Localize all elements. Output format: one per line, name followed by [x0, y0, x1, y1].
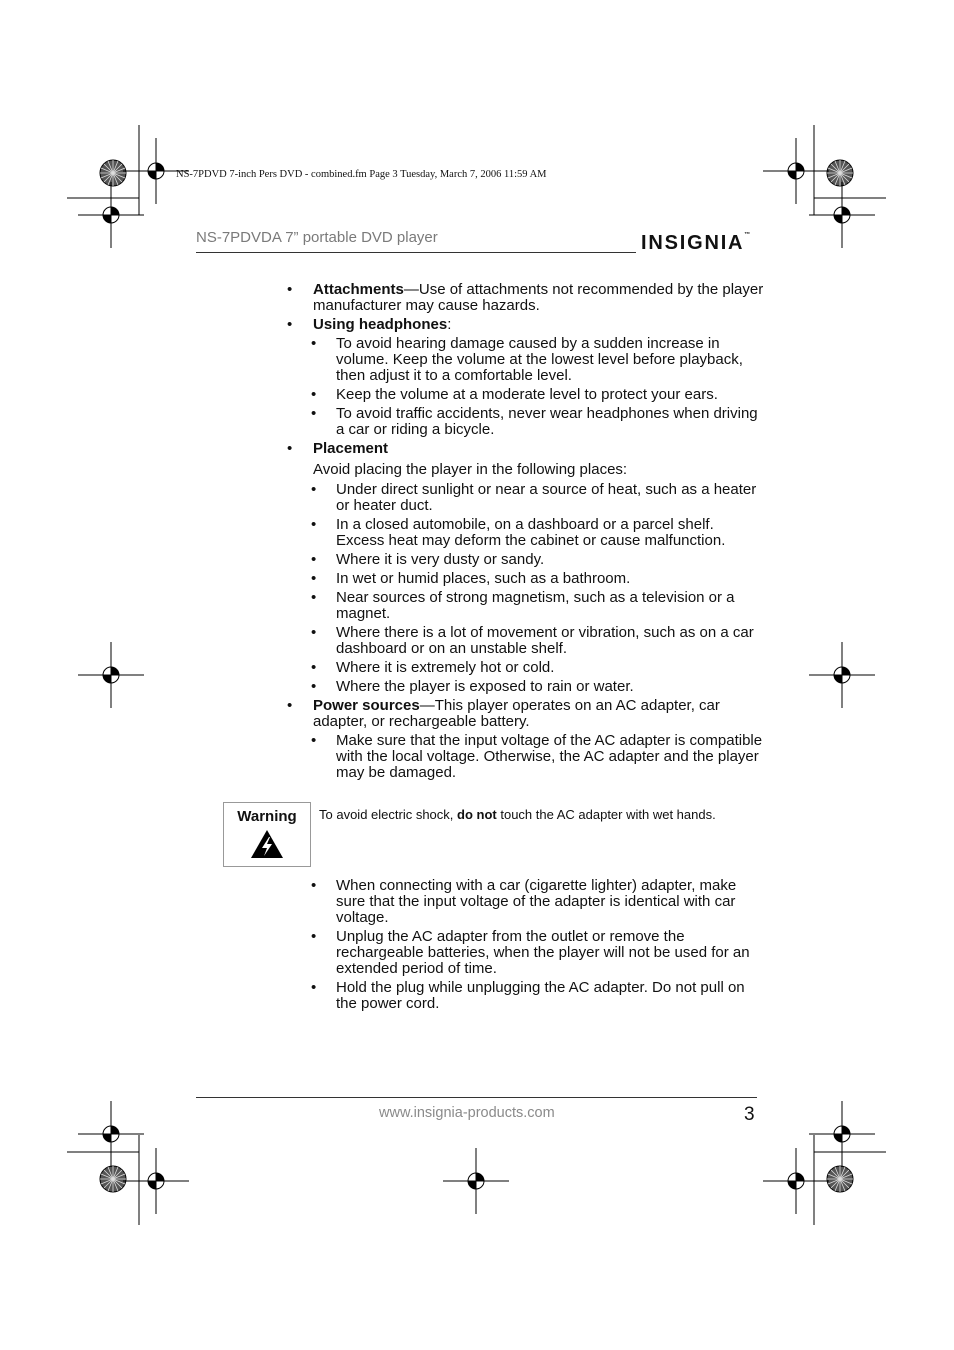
- bullet: •: [311, 551, 317, 568]
- list-item: [286, 878, 766, 926]
- list-item: [286, 387, 766, 403]
- warning-label: Warning: [237, 808, 297, 825]
- electric-hazard-icon: [250, 829, 284, 859]
- placement-intro: Avoid placing the player in the following places:: [313, 461, 628, 478]
- power-item-text: When connecting with a car (cigarette lighter) adapter, make sure that the input voltage of the adapter is identical with car voltage.: [336, 877, 737, 926]
- bullet: •: [311, 589, 317, 606]
- list-item: [286, 625, 766, 657]
- bullet: •: [311, 335, 317, 352]
- footer-url: www.insignia-products.com: [379, 1105, 555, 1121]
- page-number: 3: [744, 1104, 755, 1125]
- bullet: •: [311, 659, 317, 676]
- list-item: [286, 660, 766, 676]
- headphones-item: [286, 317, 766, 333]
- warning-box: [223, 802, 311, 867]
- bullet: •: [311, 386, 317, 403]
- power-item-text: Make sure that the input voltage of the AC adapter is compatible with the local voltage. Otherwise, the AC adapter and the player may be damaged.: [336, 732, 763, 781]
- safety-content: [237, 281, 766, 1015]
- placement-item-text: Where there is a lot of movement or vibration, such as on a car dashboard or on an unstable shelf.: [336, 624, 754, 657]
- print-slug: NS-7PDVD 7-inch Pers DVD - combined.fm Page 3 Tuesday, March 7, 2006 11:59 AM: [176, 169, 547, 180]
- list-item: [286, 406, 766, 438]
- power-item-text: Unplug the AC adapter from the outlet or remove the rechargeable batteries, when the player will not be used for an extended period of time.: [336, 928, 750, 977]
- header-title: NS-7PDVDA 7” portable DVD player: [196, 229, 438, 246]
- warning-text: [319, 808, 739, 822]
- bullet: •: [311, 877, 317, 894]
- placement-title: Placement: [313, 440, 389, 457]
- bullet: •: [311, 678, 317, 695]
- bullet: •: [287, 440, 293, 457]
- power-sources-text: —This player operates on an AC adapter, car adapter, or rechargeable battery.: [313, 697, 720, 730]
- bullet: •: [311, 732, 317, 749]
- warning-text-before: To avoid electric shock,: [319, 807, 458, 822]
- headphones-item-text: To avoid hearing damage caused by a sudden increase in volume. Keep the volume at the lowest level before playback, then adjust it to a comfortable level.: [336, 335, 743, 384]
- bullet: •: [311, 928, 317, 945]
- placement-item-text: Where the player is exposed to rain or water.: [336, 678, 634, 695]
- power-item-text: Hold the plug while unplugging the AC adapter. Do not pull on the power cord.: [336, 979, 745, 1012]
- power-sources-title: Power sources: [313, 697, 420, 714]
- attachments-text: —Use of attachments not recommended by the player manufacturer may cause hazards.: [313, 281, 764, 314]
- insignia-logo: [641, 232, 750, 255]
- bullet: •: [287, 697, 293, 714]
- footer-rule: [196, 1097, 757, 1098]
- attachments-item: [286, 282, 766, 314]
- bullet: •: [287, 316, 293, 333]
- bullet: •: [287, 281, 293, 298]
- placement-item-text: In wet or humid places, such as a bathroom.: [336, 570, 631, 587]
- warning-text-after: touch the AC adapter with wet hands.: [496, 807, 716, 822]
- list-item: [286, 679, 766, 695]
- list-item: [286, 552, 766, 568]
- bullet: •: [311, 979, 317, 996]
- headphones-title: Using headphones: [313, 316, 448, 333]
- bullet: •: [311, 405, 317, 422]
- placement-item: [286, 441, 766, 457]
- list-item: [286, 929, 766, 977]
- logo-text: INSIGNIA: [641, 232, 745, 254]
- list-item: [286, 571, 766, 587]
- list-item: [286, 980, 766, 1012]
- warning-callout: [223, 802, 758, 866]
- attachments-title: Attachments: [313, 281, 404, 298]
- list-item: [286, 336, 766, 384]
- list-item: [286, 733, 766, 781]
- list-item: [286, 590, 766, 622]
- placement-item-text: Where it is very dusty or sandy.: [336, 551, 545, 568]
- placement-item-text: Where it is extremely hot or cold.: [336, 659, 555, 676]
- list-item: [286, 482, 766, 514]
- headphones-item-text: To avoid traffic accidents, never wear headphones when driving a car or riding a bicycle.: [336, 405, 758, 438]
- power-sources-item: [286, 698, 766, 730]
- headphones-item-text: Keep the volume at a moderate level to protect your ears.: [336, 386, 718, 403]
- bullet: •: [311, 481, 317, 498]
- bullet: •: [311, 570, 317, 587]
- placement-item-text: Near sources of strong magnetism, such as a television or a magnet.: [336, 589, 735, 622]
- header-rule: [196, 252, 636, 253]
- bullet: •: [311, 624, 317, 641]
- bullet: •: [311, 516, 317, 533]
- list-item: [286, 517, 766, 549]
- warning-text-bold: do not: [457, 807, 497, 822]
- placement-item-text: In a closed automobile, on a dashboard or a parcel shelf. Excess heat may deform the cabinet or cause malfunction.: [336, 516, 726, 549]
- logo-trademark: ™: [744, 232, 751, 238]
- headphones-colon: :: [447, 316, 452, 333]
- placement-item-text: Under direct sunlight or near a source of heat, such as a heater or heater duct.: [336, 481, 757, 514]
